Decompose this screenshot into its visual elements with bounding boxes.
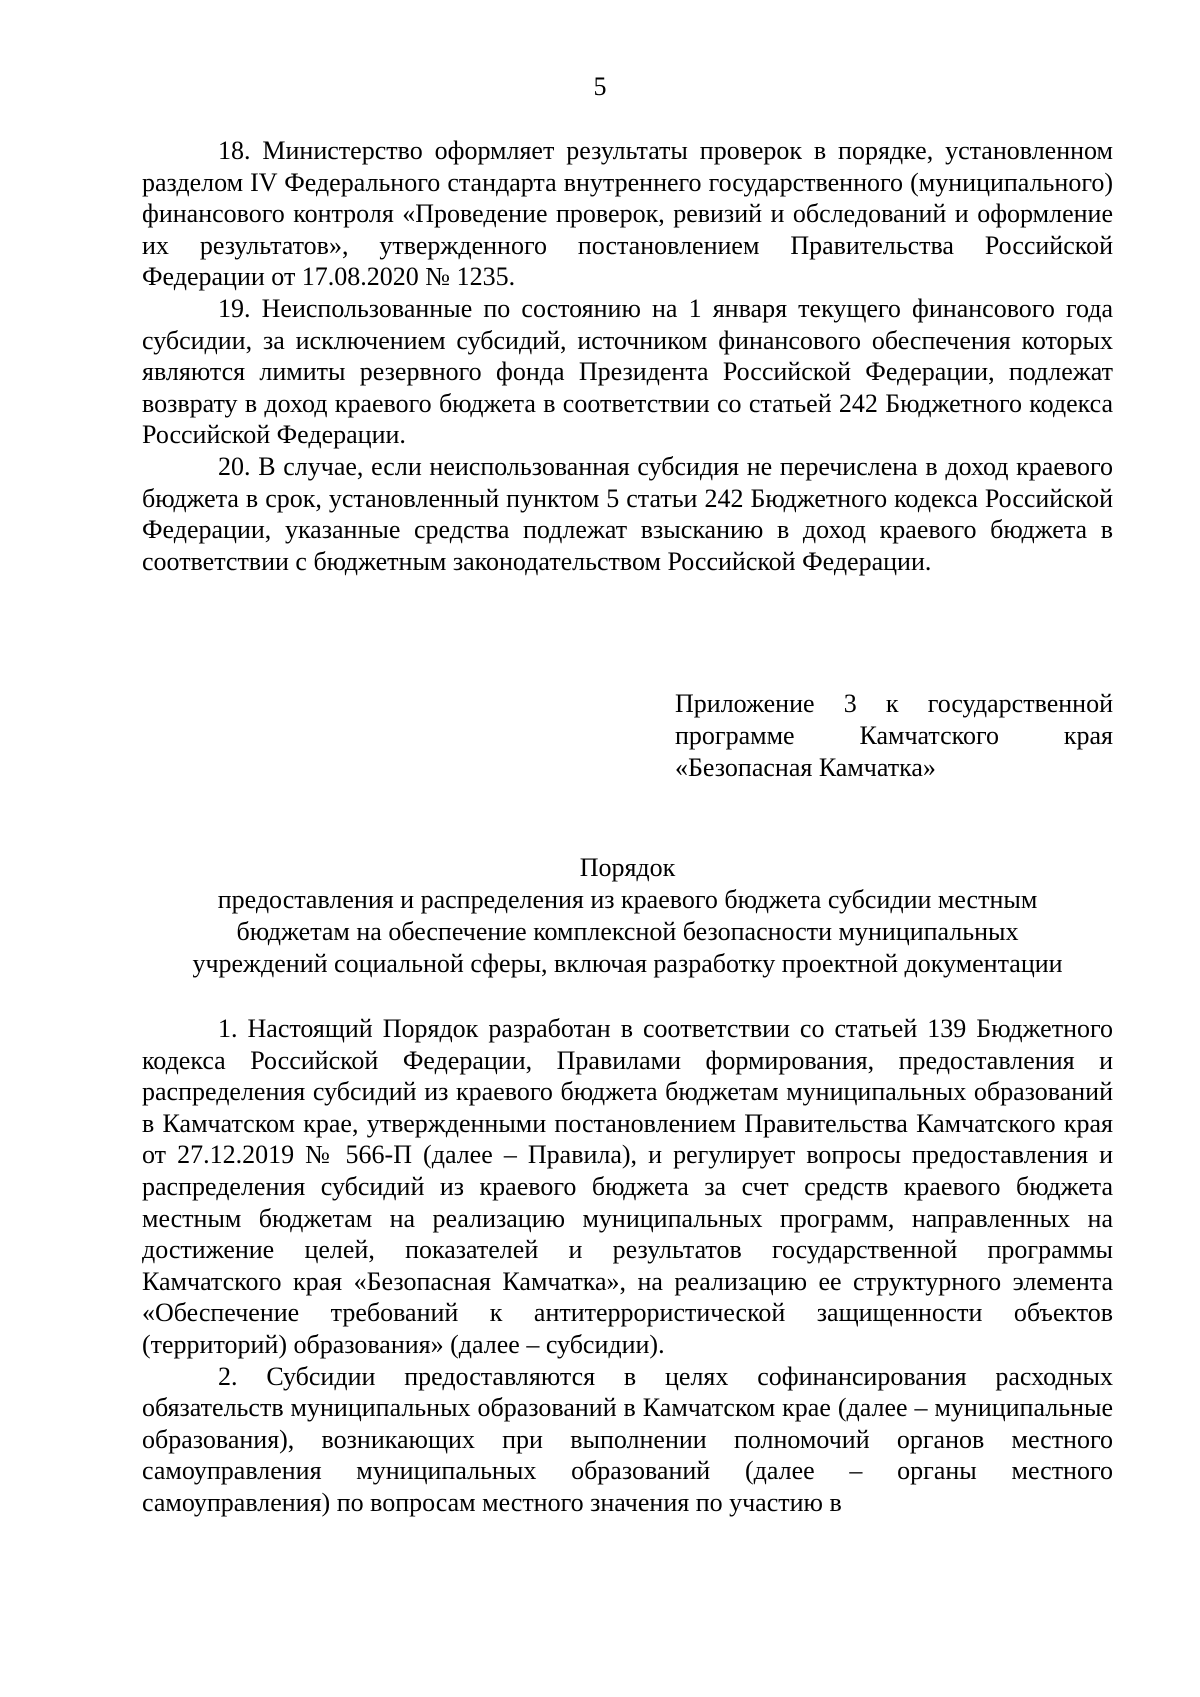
paragraph-1: 1. Настоящий Порядок разработан в соответствии со статьей 139 Бюджетного кодекса Российской Федерации, Правилами формирования, предоставления и распределения субсидий из краевого бюджета бюджетам муниципальных образований в Камчатском крае, утвержденными постановлением Правительства Камчатского края от 27.12.2019 № 566-П (далее – Правила), и регулирует вопросы предоставления и распределения субсидий из краевого бюджета за счет средств краевого бюджета местным бюджетам на реализацию муниципальных программ, направленных на достижение целей, показателей и результатов государственной программы Камчатского края «Безопасная Камчатка», на реализацию ее структурного элемента «Обеспечение требований к антитеррористической защищенности объектов (территорий) образования» (далее – субсидии). <box>142 1014 1113 1359</box>
paragraph-19: 19. Неиспользованные по состоянию на 1 января текущего финансового года субсидии, за исключением субсидий, источником финансового обеспечения которых являются лимиты резервного фонда Президента Российской Федерации, подлежат возврату в доход краевого бюджета в соответствии со статьей 242 Бюджетного кодекса Российской Федерации. <box>142 293 1113 450</box>
page-number: 5 <box>593 72 607 101</box>
title-line-2: бюджетам на обеспечение комплексной безопасности муниципальных <box>236 917 1019 946</box>
document-title <box>142 852 1113 980</box>
paragraphs-bottom <box>142 1013 1113 1519</box>
title-line-3: учреждений социальной сферы, включая разработку проектной документации <box>192 949 1063 978</box>
title-heading: Порядок <box>579 853 676 882</box>
paragraphs-top <box>142 135 1113 577</box>
appendix-reference: Приложение 3 к государственной программе Камчатского края «Безопасная Камчатка» <box>675 689 1113 782</box>
paragraph-2: 2. Субсидии предоставляются в целях софинансирования расходных обязательств муниципальных образований в Камчатском крае (далее – муниципальные образования), возникающих при выполнении полномочий органов местного самоуправления муниципальных образований (далее – органы местного самоуправления) по вопросам местного значения по участию в <box>142 1361 1113 1517</box>
paragraph-18: 18. Министерство оформляет результаты проверок в порядке, установленном разделом IV Федерального стандарта внутреннего государственного (муниципального) финансового контроля «Проведение проверок, ревизий и обследований и оформление их результатов», утвержденного постановлением Правительства Российской Федерации от 17.08.2020 № 1235. <box>142 136 1113 292</box>
title-line-1: предоставления и распределения из краевого бюджета субсидии местным <box>217 885 1038 914</box>
paragraph-20: 20. В случае, если неиспользованная субсидия не перечислена в доход краевого бюджета в срок, установленный пунктом 5 статьи 242 Бюджетного кодекса Российской Федерации, указанные средства подлежат взысканию в доход краевого бюджета в соответствии с бюджетным законодательством Российской Федерации. <box>142 451 1113 576</box>
